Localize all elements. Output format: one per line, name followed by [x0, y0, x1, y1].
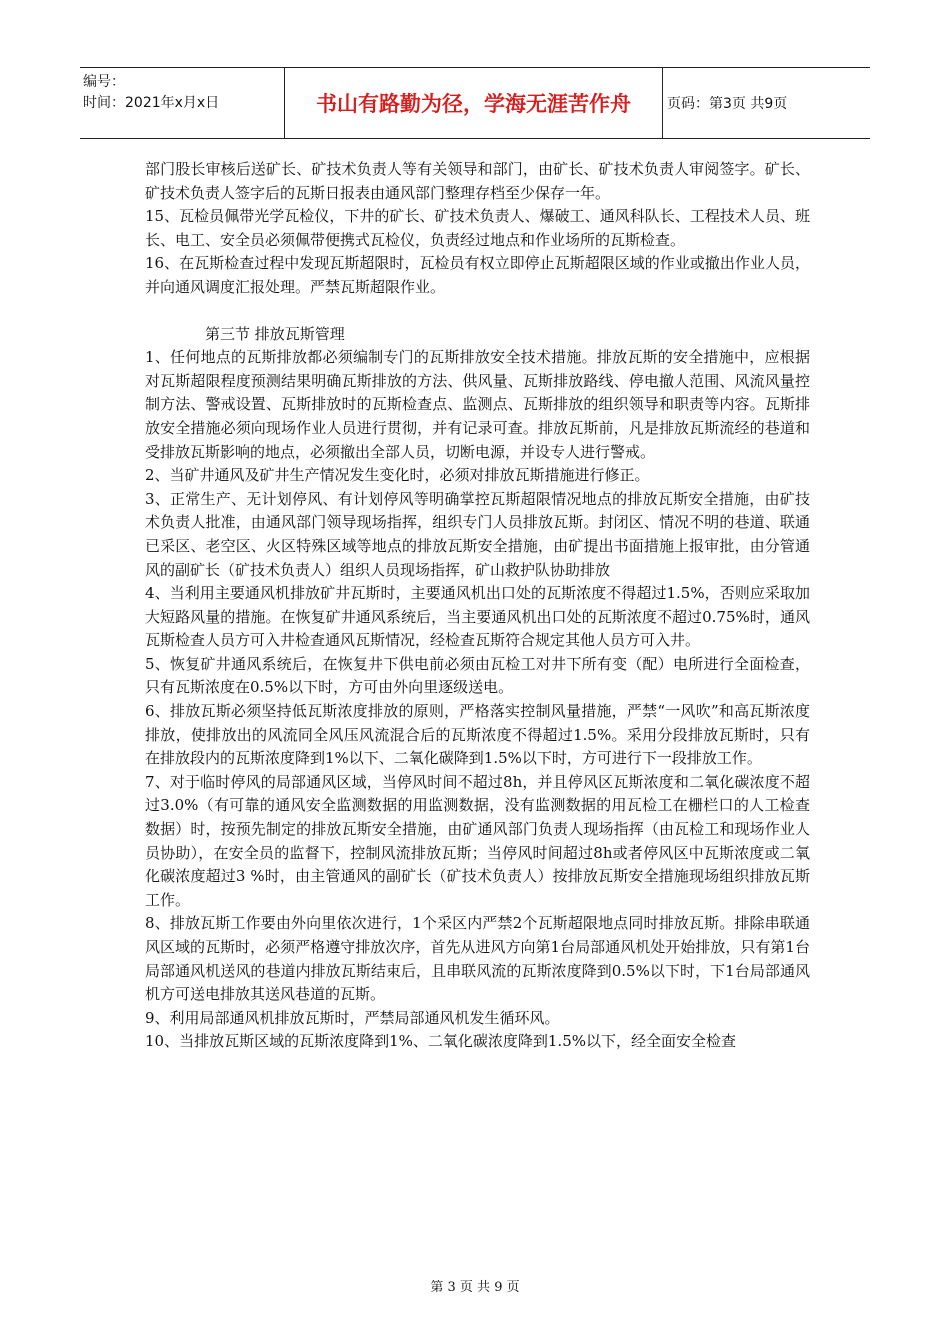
- paragraph: 4、当利用主要通风机排放矿井瓦斯时，主要通风机出口处的瓦斯浓度不得超过1.5%，否则应采取加大短路风量的措施。在恢复矿井通风系统后，当主要通风机出口处的瓦斯浓度不超过0.75%时，通风瓦斯检查人员方可入井检查通风瓦斯情况，经检查瓦斯符合规定其他人员方可入井。: [145, 584, 810, 650]
- header-page-label: 页码：第3页 共9页: [667, 96, 788, 112]
- document-time-label: 时间：2021年x月x日: [83, 95, 220, 111]
- page-header: [80, 67, 870, 139]
- paragraph: 5、恢复矿井通风系统后，在恢复井下供电前必须由瓦检工对井下所有变（配）电所进行全面检查，只有瓦斯浓度在0.5%以下时，方可由外向里逐级送电。: [145, 654, 810, 697]
- header-meta: [80, 68, 285, 138]
- document-body: [145, 158, 810, 1054]
- paragraph: 8、排放瓦斯工作要由外向里依次进行，1个采区内严禁2个瓦斯超限地点同时排放瓦斯。排除串联通风区域的瓦斯时，必须严格遵守排放次序，首先从进风方向第1台局部通风机处开始排放，只有第1台局部通风机送风的巷道内排放瓦斯结束后，且串联风流的瓦斯浓度降到0.5%以下时，下1台局部通风机方可送电排放其送风巷道的瓦斯。: [145, 914, 810, 1004]
- paragraph: 16、在瓦斯检查过程中发现瓦斯超限时，瓦检员有权立即停止瓦斯超限区域的作业或撤出作业人员，并向通风调度汇报处理。严禁瓦斯超限作业。: [145, 254, 810, 296]
- page-footer: 第 3 页 共 9 页: [430, 1280, 520, 1295]
- paragraph: 15、瓦检员佩带光学瓦检仪，下井的矿长、矿技术负责人、爆破工、通风科队长、工程技术人员、班长、电工、安全员必须佩带便携式瓦检仪，负责经过地点和作业场所的瓦斯检查。: [145, 207, 810, 249]
- section-title: 第三节 排放瓦斯管理: [205, 324, 345, 343]
- document-number-label: 编号：: [83, 74, 125, 90]
- paragraph: 6、排放瓦斯必须坚持低瓦斯浓度排放的原则，严格落实控制风量措施，严禁“一风吹”和高瓦斯浓度排放，使排放出的风流同全风压风流混合后的瓦斯浓度不得超过1.5%。采用分段排放瓦斯时，只有在排放段内的瓦斯浓度降到1%以下、二氧化碳降到1.5%以下时，方可进行下一段排放工作。: [145, 702, 810, 768]
- paragraph: 7、对于临时停风的局部通风区域，当停风时间不超过8h，并且停风区瓦斯浓度和二氧化碳浓度不超过3.0%（有可靠的通风安全监测数据的用监测数据，没有监测数据的用瓦检工在栅栏口的人工检查数据）时，按预先制定的排放瓦斯安全措施，由矿通风部门负责人现场指挥（由瓦检工和现场作业人员协助），在安全员的监督下，控制风流排放瓦斯；当停风时间超过8h或者停风区中瓦斯浓度或二氧化碳浓度超过3 %时，由主管通风的副矿长（矿技术负责人）按排放瓦斯安全措施现场组织排放瓦斯工作。: [145, 772, 810, 909]
- paragraph: 部门股长审核后送矿长、矿技术负责人等有关领导和部门，由矿长、矿技术负责人审阅签字。矿长、矿技术负责人签字后的瓦斯日报表由通风部门整理存档至少保存一年。: [145, 160, 810, 202]
- paragraph: 3、正常生产、无计划停风、有计划停风等明确掌控瓦斯超限情况地点的排放瓦斯安全措施，由矿技术负责人批准，由通风部门领导现场指挥，组织专门人员排放瓦斯。封闭区、情况不明的巷道、联通已采区、老空区、火区特殊区域等地点的排放瓦斯安全措施，由矿提出书面措施上报审批，由分管通风的副矿长（矿技术负责人）组织人员现场指挥，矿山救护队协助排放: [145, 489, 810, 579]
- header-motto: 书山有路勤为径，学海无涯苦作舟: [285, 68, 663, 138]
- paragraph: 1、任何地点的瓦斯排放都必须编制专门的瓦斯排放安全技术措施。排放瓦斯的安全措施中，应根据对瓦斯超限程度预测结果明确瓦斯排放的方法、供风量、瓦斯排放路线、停电撤人范围、风流风量控制方法、警戒设置、瓦斯排放时的瓦斯检查点、监测点、瓦斯排放的组织领导和职责等内容。瓦斯排放安全措施必须向现场作业人员进行贯彻，并有记录可查。排放瓦斯前，凡是排放瓦斯流经的巷道和受排放瓦斯影响的地点，必须撤出全部人员，切断电源，并设专人进行警戒。: [145, 348, 810, 461]
- paragraph: 9、利用局部通风机排放瓦斯时，严禁局部通风机发生循环风。: [145, 1008, 560, 1027]
- paragraph: 10、当排放瓦斯区域的瓦斯浓度降到1%、二氧化碳浓度降到1.5%以下，经全面安全检查: [145, 1032, 736, 1051]
- paragraph: 2、当矿井通风及矿井生产情况发生变化时，必须对排放瓦斯措施进行修正。: [145, 466, 650, 485]
